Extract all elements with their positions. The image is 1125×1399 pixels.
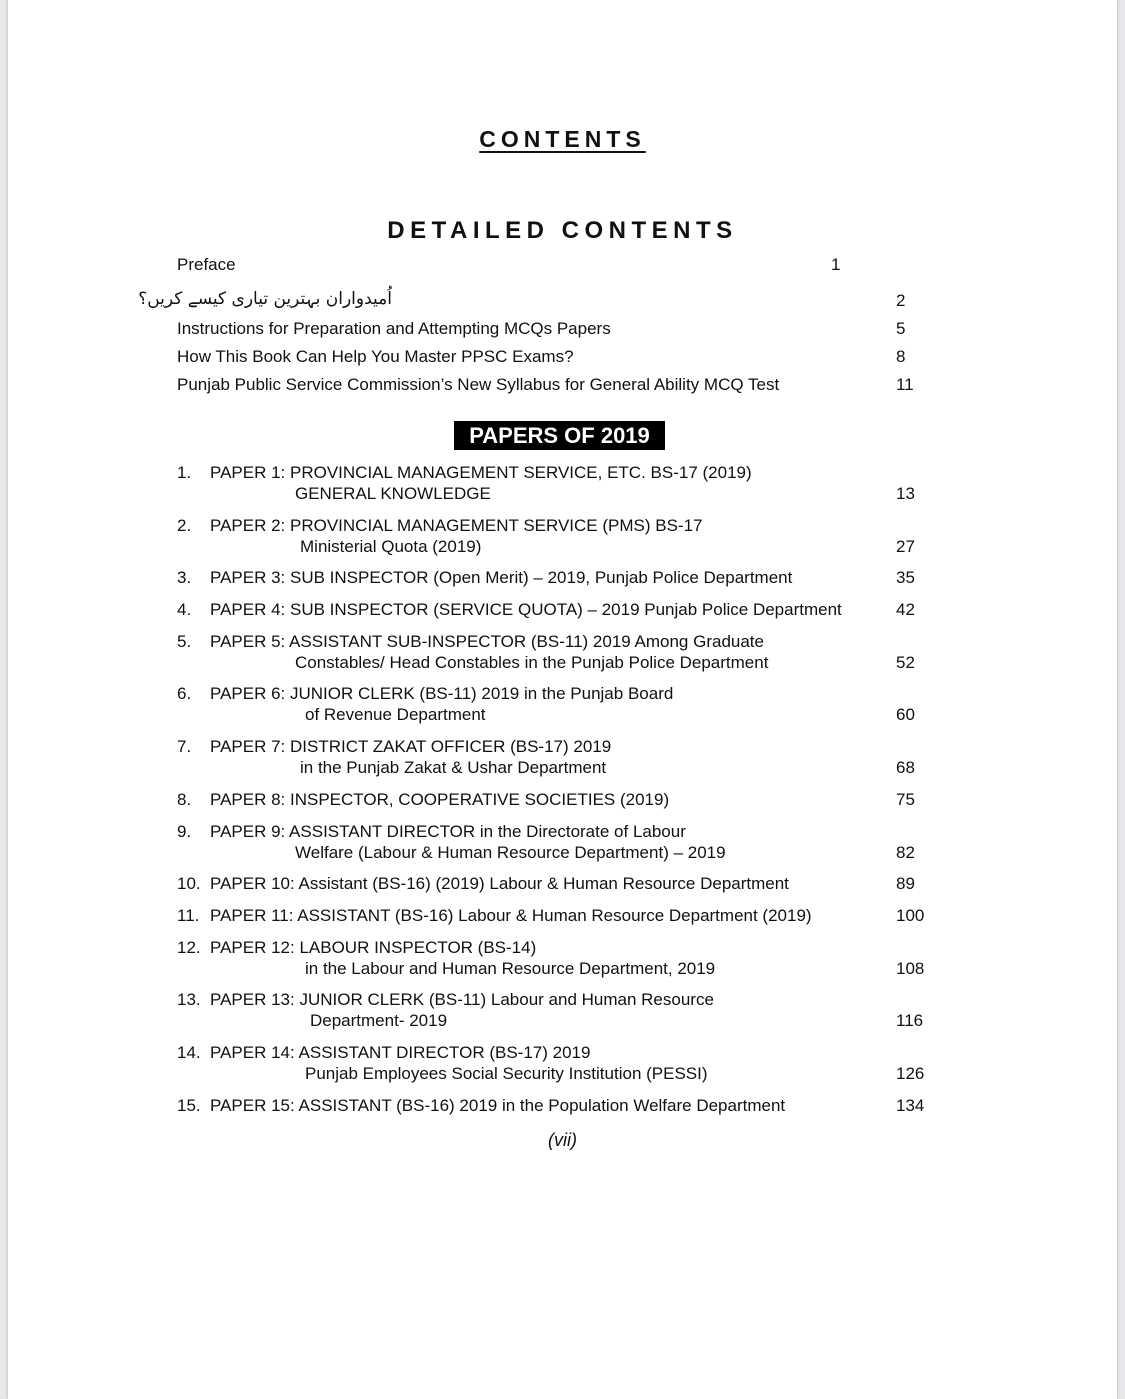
paper-number: 9.	[177, 822, 192, 841]
toc-page-urdu: 2	[896, 291, 906, 310]
paper-number: 11.	[177, 906, 200, 925]
paper-subtitle: in the Labour and Human Resource Department, 2019	[305, 959, 716, 978]
toc-entry-how-this-book: How This Book Can Help You Master PPSC Exams?	[177, 347, 574, 366]
toc-page-instructions: 5	[896, 319, 906, 338]
toc-entry-preface: Preface	[177, 255, 236, 274]
paper-page-number: 35	[896, 568, 915, 587]
paper-number: 12.	[177, 938, 201, 957]
toc-entry-syllabus: Punjab Public Service Commission’s New Syllabus for General Ability MCQ Test	[177, 375, 780, 394]
paper-subtitle: of Revenue Department	[305, 705, 486, 724]
paper-number: 3.	[177, 568, 192, 587]
paper-title: PAPER 8: INSPECTOR, COOPERATIVE SOCIETIES (2019)	[210, 790, 670, 809]
paper-subtitle: in the Punjab Zakat & Ushar Department	[300, 758, 607, 777]
paper-title: PAPER 14: ASSISTANT DIRECTOR (BS-17) 2019	[210, 1043, 591, 1062]
paper-title: PAPER 4: SUB INSPECTOR (SERVICE QUOTA) – 2019 Punjab Police Department	[210, 600, 842, 619]
paper-number: 7.	[177, 737, 192, 756]
detailed-contents-title: DETAILED CONTENTS	[387, 217, 738, 244]
paper-title: PAPER 12: LABOUR INSPECTOR (BS-14)	[210, 938, 537, 957]
paper-page-number: 52	[896, 653, 915, 672]
paper-page-number: 108	[896, 959, 925, 978]
paper-number: 1.	[177, 463, 192, 482]
paper-number: 10.	[177, 874, 201, 893]
paper-page-number: 27	[896, 537, 915, 556]
papers-section-heading: PAPERS OF 2019	[454, 421, 665, 450]
paper-subtitle: Ministerial Quota (2019)	[300, 537, 482, 556]
paper-page-number: 82	[896, 843, 915, 862]
paper-subtitle: Department- 2019	[310, 1011, 448, 1030]
paper-number: 5.	[177, 632, 192, 651]
paper-subtitle: Constables/ Head Constables in the Punjab Police Department	[295, 653, 769, 672]
paper-title: PAPER 2: PROVINCIAL MANAGEMENT SERVICE (PMS) BS-17	[210, 516, 703, 535]
paper-title: PAPER 3: SUB INSPECTOR (Open Merit) – 2019, Punjab Police Department	[210, 568, 793, 587]
paper-number: 8.	[177, 790, 192, 809]
page-number: (vii)	[548, 1130, 577, 1150]
paper-page-number: 134	[896, 1096, 925, 1115]
paper-page-number: 42	[896, 600, 915, 619]
paper-title: PAPER 13: JUNIOR CLERK (BS-11) Labour and Human Resource	[210, 990, 714, 1009]
paper-title: PAPER 6: JUNIOR CLERK (BS-11) 2019 in the Punjab Board	[210, 684, 674, 703]
toc-page-preface: 1	[831, 255, 841, 274]
paper-title: PAPER 1: PROVINCIAL MANAGEMENT SERVICE, ETC. BS-17 (2019)	[210, 463, 752, 482]
paper-page-number: 13	[896, 484, 915, 503]
paper-title: PAPER 7: DISTRICT ZAKAT OFFICER (BS-17) 2019	[210, 737, 612, 756]
toc-entry-instructions: Instructions for Preparation and Attempting MCQs Papers	[177, 319, 611, 338]
paper-number: 14.	[177, 1043, 201, 1062]
toc-page-how-this-book: 8	[896, 347, 906, 366]
paper-number: 6.	[177, 684, 192, 703]
paper-page-number: 75	[896, 790, 915, 809]
paper-number: 2.	[177, 516, 192, 535]
paper-subtitle: GENERAL KNOWLEDGE	[295, 484, 491, 503]
toc-entry-urdu: اُمیدواران بہترین تیاری کیسے کریں؟	[138, 289, 392, 309]
paper-title: PAPER 11: ASSISTANT (BS-16) Labour & Human Resource Department (2019)	[210, 906, 812, 925]
paper-page-number: 68	[896, 758, 915, 777]
toc-page-syllabus: 11	[896, 375, 914, 394]
paper-subtitle: Punjab Employees Social Security Institution (PESSI)	[305, 1064, 708, 1083]
paper-page-number: 116	[896, 1011, 924, 1030]
paper-number: 13.	[177, 990, 201, 1009]
paper-number: 15.	[177, 1096, 201, 1115]
paper-title: PAPER 10: Assistant (BS-16) (2019) Labour & Human Resource Department	[210, 874, 789, 893]
paper-title: PAPER 5: ASSISTANT SUB-INSPECTOR (BS-11) 2019 Among Graduate	[210, 632, 764, 651]
paper-page-number: 126	[896, 1064, 925, 1083]
paper-page-number: 60	[896, 705, 915, 724]
contents-title: CONTENTS	[479, 126, 646, 152]
paper-number: 4.	[177, 600, 192, 619]
paper-page-number: 89	[896, 874, 915, 893]
paper-title: PAPER 9: ASSISTANT DIRECTOR in the Directorate of Labour	[210, 822, 686, 841]
paper-title: PAPER 15: ASSISTANT (BS-16) 2019 in the Population Welfare Department	[210, 1096, 786, 1115]
paper-page-number: 100	[896, 906, 925, 925]
paper-subtitle: Welfare (Labour & Human Resource Department) – 2019	[295, 843, 726, 862]
